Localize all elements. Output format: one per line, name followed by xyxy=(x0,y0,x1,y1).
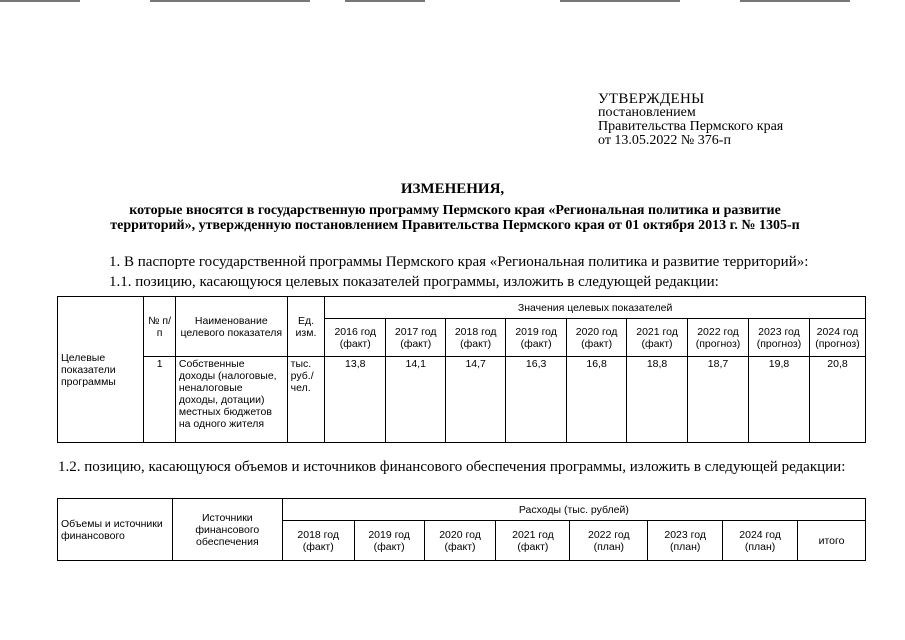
year-header xyxy=(354,521,424,561)
scan-edge-line xyxy=(345,0,425,2)
year-kind: (факт) xyxy=(460,337,492,350)
year-header xyxy=(386,319,446,357)
year-kind: (план) xyxy=(744,540,776,553)
year-label: 2020 год xyxy=(575,325,618,338)
year-label: 2024 год xyxy=(816,325,859,338)
row-name: Собственные доходы (налоговые, неналоговые доходы, дотации) местных бюджетов на одного жителя xyxy=(175,357,287,443)
paragraph-1-1: 1.1. позицию, касающуюся целевых показателей программы, изложить в следующей редакции: xyxy=(109,274,719,290)
year-label: 2018 год xyxy=(297,528,340,541)
year-label: 2021 год xyxy=(512,528,554,541)
year-header xyxy=(506,319,567,357)
year-label: 2021 год xyxy=(636,325,678,338)
approval-block xyxy=(598,92,783,148)
year-header xyxy=(809,319,865,357)
year-label: 2019 год xyxy=(368,528,410,541)
document-title: ИЗМЕНЕНИЯ, xyxy=(400,181,505,197)
scan-edge-line xyxy=(560,0,680,2)
row-unit: тыс. руб./ чел. xyxy=(287,357,325,443)
year-header xyxy=(723,521,798,561)
year-label: 2022 год xyxy=(697,325,739,338)
targets-table xyxy=(57,296,866,443)
value-cell: 19,8 xyxy=(749,357,810,443)
value-cell: 16,8 xyxy=(567,357,627,443)
values-group-header: Значения целевых показателей xyxy=(325,297,866,319)
paragraph-1-2: 1.2. позицию, касающуюся объемов и источников финансового обеспечения программы, изложить в следующей редакции: xyxy=(58,459,846,475)
value-cell: 18,7 xyxy=(688,357,749,443)
col-unit-header: Ед. изм. xyxy=(287,297,325,357)
year-header xyxy=(424,521,496,561)
year-kind: (план) xyxy=(669,540,701,553)
value-cell: 14,7 xyxy=(446,357,506,443)
year-label: 2019 год xyxy=(515,325,557,338)
approval-line: от 13.05.2022 № 376-п xyxy=(598,133,731,148)
finance-col1-header: Объемы и источники финансового xyxy=(58,499,173,561)
year-label: 2018 год xyxy=(454,325,497,338)
col-name-header: Наименование целевого показателя xyxy=(175,297,287,357)
year-label: 2017 год xyxy=(394,325,437,338)
scan-edge-line xyxy=(740,0,850,2)
year-kind: (факт) xyxy=(373,540,405,553)
year-label: 2024 год xyxy=(739,528,781,541)
value-cell: 16,3 xyxy=(506,357,567,443)
subtitle-line: территорий», утвержденную постановлением Правительства Пермского края от 01 октября 2013 г. № 1305-п xyxy=(110,218,800,233)
year-kind: (прогноз) xyxy=(695,337,741,350)
total-header: итого xyxy=(798,521,866,561)
approval-line: постановлением xyxy=(598,105,696,120)
value-cell: 20,8 xyxy=(809,357,865,443)
year-header xyxy=(282,521,354,561)
year-label: 2016 год xyxy=(334,325,377,338)
year-header xyxy=(567,319,627,357)
year-header xyxy=(627,319,688,357)
year-header xyxy=(648,521,723,561)
scan-edge-line xyxy=(150,0,310,2)
expenses-group-header: Расходы (тыс. рублей) xyxy=(282,499,865,521)
finance-col2-header: Источники финансового обеспечения xyxy=(172,499,282,561)
scan-edge-line xyxy=(0,0,80,2)
year-label: 2023 год xyxy=(758,325,800,338)
year-label: 2022 год xyxy=(588,528,630,541)
year-kind: (факт) xyxy=(517,540,549,553)
year-header xyxy=(749,319,810,357)
col-num-header: № п/п xyxy=(144,297,176,357)
approval-line: Правительства Пермского края xyxy=(598,119,784,134)
approval-stamp: УТВЕРЖДЕНЫ xyxy=(598,91,705,107)
year-kind: (прогноз) xyxy=(756,337,802,350)
year-kind: (факт) xyxy=(641,337,673,350)
year-kind: (факт) xyxy=(339,337,371,350)
document-subtitle xyxy=(60,203,850,233)
subtitle-line: которые вносятся в государственную программу Пермского края «Региональная политика и развитие xyxy=(129,203,781,218)
year-label: 2020 год xyxy=(439,528,481,541)
row-num: 1 xyxy=(144,357,176,443)
row-label-cell: Целевые показатели программы xyxy=(58,297,144,443)
year-header xyxy=(688,319,749,357)
year-kind: (факт) xyxy=(444,540,476,553)
year-header xyxy=(496,521,570,561)
year-kind: (план) xyxy=(593,540,625,553)
value-cell: 14,1 xyxy=(386,357,446,443)
year-kind: (факт) xyxy=(581,337,613,350)
year-label: 2023 год xyxy=(664,528,706,541)
year-kind: (факт) xyxy=(302,540,334,553)
value-cell: 18,8 xyxy=(627,357,688,443)
finance-table xyxy=(57,498,866,561)
year-header xyxy=(446,319,506,357)
year-kind: (прогноз) xyxy=(815,337,860,350)
year-header xyxy=(325,319,386,357)
value-cell: 13,8 xyxy=(325,357,386,443)
year-kind: (факт) xyxy=(520,337,552,350)
year-header xyxy=(570,521,648,561)
year-kind: (факт) xyxy=(400,337,432,350)
paragraph-1: 1. В паспорте государственной программы Пермского края «Региональная политика и развитие территорий»: xyxy=(109,254,809,270)
